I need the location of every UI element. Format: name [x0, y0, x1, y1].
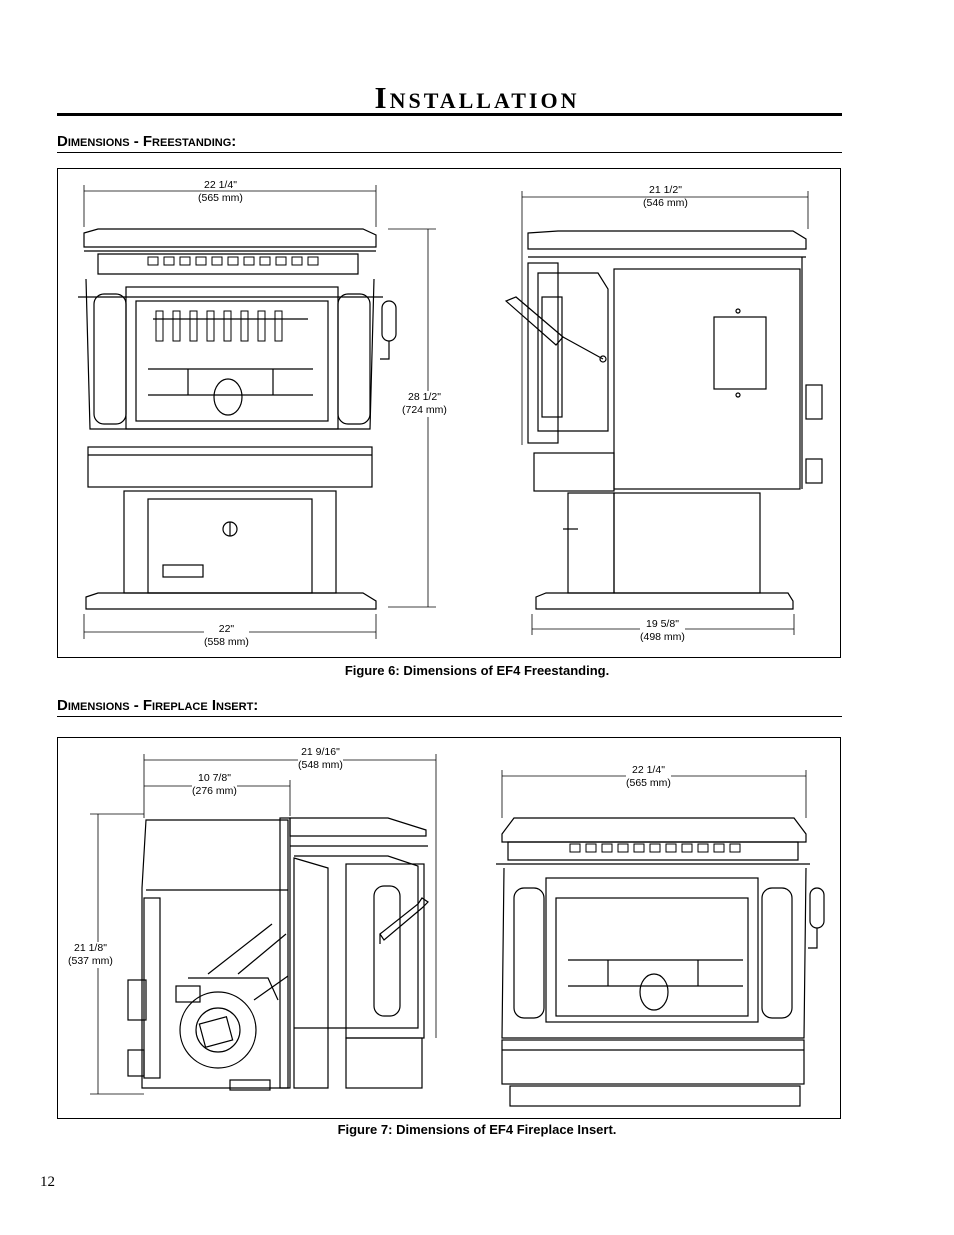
dim-side-depth-top: 21 1/2" (546 mm) — [643, 184, 688, 209]
dim-insert-side-overall: 21 9/16" (548 mm) — [298, 746, 343, 771]
title-rule — [57, 113, 842, 116]
dim-side-depth-base: 19 5/8" (498 mm) — [640, 618, 685, 643]
page-title: Installation — [374, 80, 580, 115]
page-number: 12 — [40, 1174, 55, 1190]
dim-insert-side-rear: 10 7/8" (276 mm) — [192, 772, 237, 797]
figure-freestanding — [57, 168, 841, 658]
dim-front-width-top: 22 1/4" (565 mm) — [198, 179, 243, 204]
figure-7-caption: Figure 7: Dimensions of EF4 Fireplace Insert. — [337, 1122, 617, 1137]
insert-side-view — [128, 818, 428, 1090]
insert-drawing — [58, 738, 842, 1120]
dim-insert-front-width: 22 1/4" (565 mm) — [626, 764, 671, 789]
side-dimension-lines — [522, 191, 808, 635]
dim-insert-height: 21 1/8" (537 mm) — [68, 942, 113, 967]
section-rule — [57, 152, 842, 153]
front-dimension-lines — [84, 185, 436, 639]
section-rule — [57, 716, 842, 717]
section-heading-freestanding: Dimensions - Freestanding: — [57, 133, 237, 150]
insert-front-view — [496, 818, 824, 1106]
dim-front-width-base: 22" (558 mm) — [204, 623, 249, 648]
front-view-stove — [78, 229, 396, 609]
figure-insert — [57, 737, 841, 1119]
dim-height: 28 1/2" (724 mm) — [402, 391, 447, 416]
freestanding-drawing — [58, 169, 842, 659]
section-heading-insert: Dimensions - Fireplace Insert: — [57, 697, 259, 714]
figure-6-caption: Figure 6: Dimensions of EF4 Freestanding. — [344, 663, 610, 678]
side-view-stove — [506, 231, 822, 609]
